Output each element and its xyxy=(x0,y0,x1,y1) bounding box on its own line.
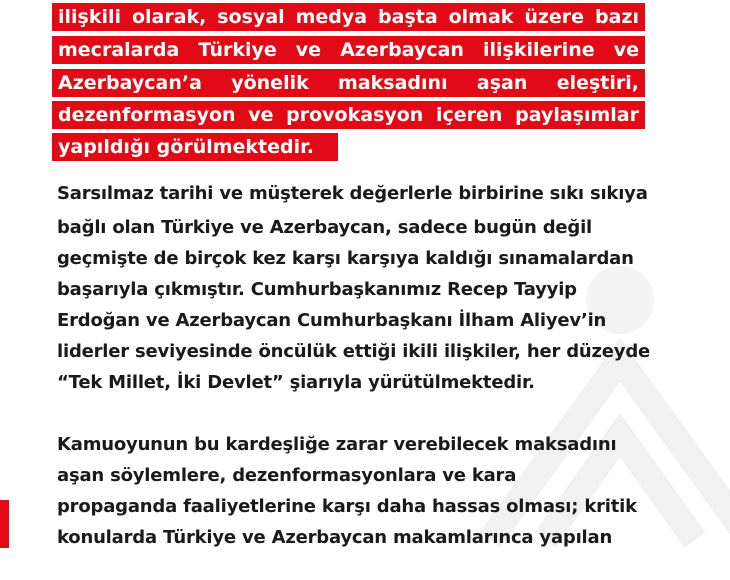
paragraph-line: liderler seviyesinde öncülük ettiği ikili ilişkiler, her düzeyde xyxy=(57,341,651,362)
highlight-line: ilişkili olarak, sosyal medya başta olmak üzere bazı xyxy=(52,3,645,31)
paragraph-line: bağlı olan Türkiye ve Azerbaycan, sadece bugün değil xyxy=(57,217,593,238)
paragraph-line: başarıyla çıkmıştır. Cumhurbaşkanımız Recep Tayyip xyxy=(57,279,577,300)
paragraph-line: geçmişte de birçok kez karşı karşıya kaldığı sınamalardan xyxy=(57,248,634,269)
paragraph-line: propaganda faaliyetlerine karşı daha hassas olması; kritik xyxy=(57,496,637,517)
paragraph-line: Sarsılmaz tarihi ve müşterek değerlerle birbirine sıkı sıkıya xyxy=(57,183,648,204)
paragraph-line: aşan söylemlere, dezenformasyonlara ve kara xyxy=(57,465,517,486)
highlight-line: yapıldığı görülmektedir. xyxy=(52,133,338,161)
paragraph-line: Erdoğan ve Azerbaycan Cumhurbaşkanı İlham Aliyev’in xyxy=(57,310,607,331)
paragraph-line: “Tek Millet, İki Devlet” şiarıyla yürütülmektedir. xyxy=(57,372,535,393)
highlight-line: mecralarda Türkiye ve Azerbaycan ilişkilerine ve xyxy=(52,36,645,64)
highlight-line: Azerbaycan’a yönelik maksadını aşan eleştiri, xyxy=(52,69,645,97)
paragraph-line: Kamuoyunun bu kardeşliğe zarar verebilecek maksadını xyxy=(57,434,617,455)
accent-bar xyxy=(0,500,9,548)
paragraph-line: konularda Türkiye ve Azerbaycan makamlarınca yapılan xyxy=(57,527,613,548)
highlight-line: dezenformasyon ve provokasyon içeren paylaşımlar xyxy=(52,101,645,129)
